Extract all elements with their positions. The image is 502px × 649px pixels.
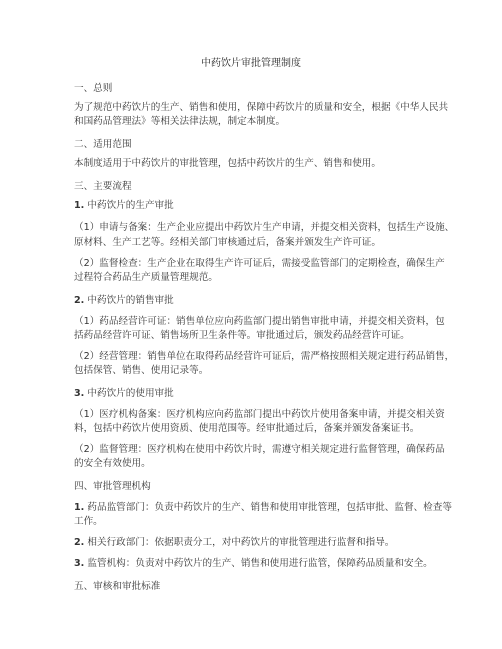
section-heading-scope: 二、适用范围 [74, 139, 132, 150]
paragraph-line: 过程符合药品生产质量管理规范。 [74, 272, 218, 283]
paragraph-line: 的安全有效使用。 [74, 458, 151, 469]
list-item [74, 536, 394, 549]
subsection-label: 中药饮片的生产审批 [84, 200, 174, 211]
paragraph-line: （1）药品经营许可证：销售单位应向药监部门提出销售审批申请，并提交相关资料，包 [74, 316, 445, 327]
list-number: 3. [74, 558, 85, 569]
list-number: 1. [74, 200, 85, 211]
list-item [74, 557, 433, 570]
list-number: 3. [74, 388, 85, 399]
list-number: 2. [74, 295, 85, 306]
paragraph-line: （2）经营管理：销售单位在取得药品经营许可证后，需严格按照相关规定进行药品销售， [74, 351, 455, 362]
paragraph-line: （2）监督检查：生产企业在取得生产许可证后，需接受监管部门的定期检查，确保生产 [74, 258, 445, 269]
paragraph-line: 为了规范中药饮片的生产、销售和使用，保障中药饮片的质量和安全，根据《中华人民共 [74, 102, 449, 113]
list-number: 1. [74, 502, 85, 513]
section-heading-process: 三、主要流程 [74, 181, 132, 192]
subsection-label: 中药饮片的销售审批 [84, 295, 174, 306]
paragraph-line: 包括保管、销售、使用记录等。 [74, 365, 209, 376]
subsection-heading-production [74, 199, 174, 212]
paragraph-line: 料，包括中药饮片使用资质、使用范围等。经审批通过后，备案并颁发备案证书。 [74, 423, 420, 434]
paragraph-line: 本制度适用于中药饮片的审批管理，包括中药饮片的生产、销售和使用。 [74, 158, 381, 169]
section-heading-agencies: 四、审批管理机构 [74, 481, 151, 492]
paragraph-line: 和国药品管理法》等相关法律法规，制定本制度。 [74, 116, 286, 127]
paragraph-line: 原材料、生产工艺等。经相关部门审核通过后，备案并颁发生产许可证。 [74, 237, 381, 248]
list-item-text: 相关行政部门：依据职责分工，对中药饮片的审批管理进行监督和指导。 [84, 537, 395, 548]
paragraph-line: 括药品经营许可证、销售场所卫生条件等。审批通过后，颁发药品经营许可证。 [74, 330, 410, 341]
list-item-text: 监管机构：负责对中药饮片的生产、销售和使用进行监管，保障药品质量和安全。 [84, 558, 433, 569]
document-title: 中药饮片审批管理制度 [201, 58, 301, 69]
subsection-heading-sales [74, 294, 174, 307]
paragraph-line: （2）监督管理：医疗机构在使用中药饮片时，需遵守相关规定进行监督管理，确保药品 [74, 444, 445, 455]
list-number: 2. [74, 537, 85, 548]
list-item-text: 药品监管部门：负责中药饮片的生产、销售和使用审批管理，包括审批、监督、检查等 [84, 502, 452, 513]
paragraph-line: 工作。 [74, 516, 103, 527]
paragraph-line: （1）申请与备案：生产企业应提出中药饮片生产申请，并提交相关资料，包括生产设施、 [74, 222, 455, 233]
subsection-label: 中药饮片的使用审批 [84, 388, 174, 399]
subsection-heading-usage [74, 387, 174, 400]
section-heading-standards: 五、审核和审批标准 [74, 581, 161, 592]
list-item [74, 501, 452, 514]
paragraph-line: （1）医疗机构备案：医疗机构应向药监部门提出中药饮片使用备案申请，并提交相关资 [74, 409, 445, 420]
section-heading-general: 一、总则 [74, 83, 113, 94]
